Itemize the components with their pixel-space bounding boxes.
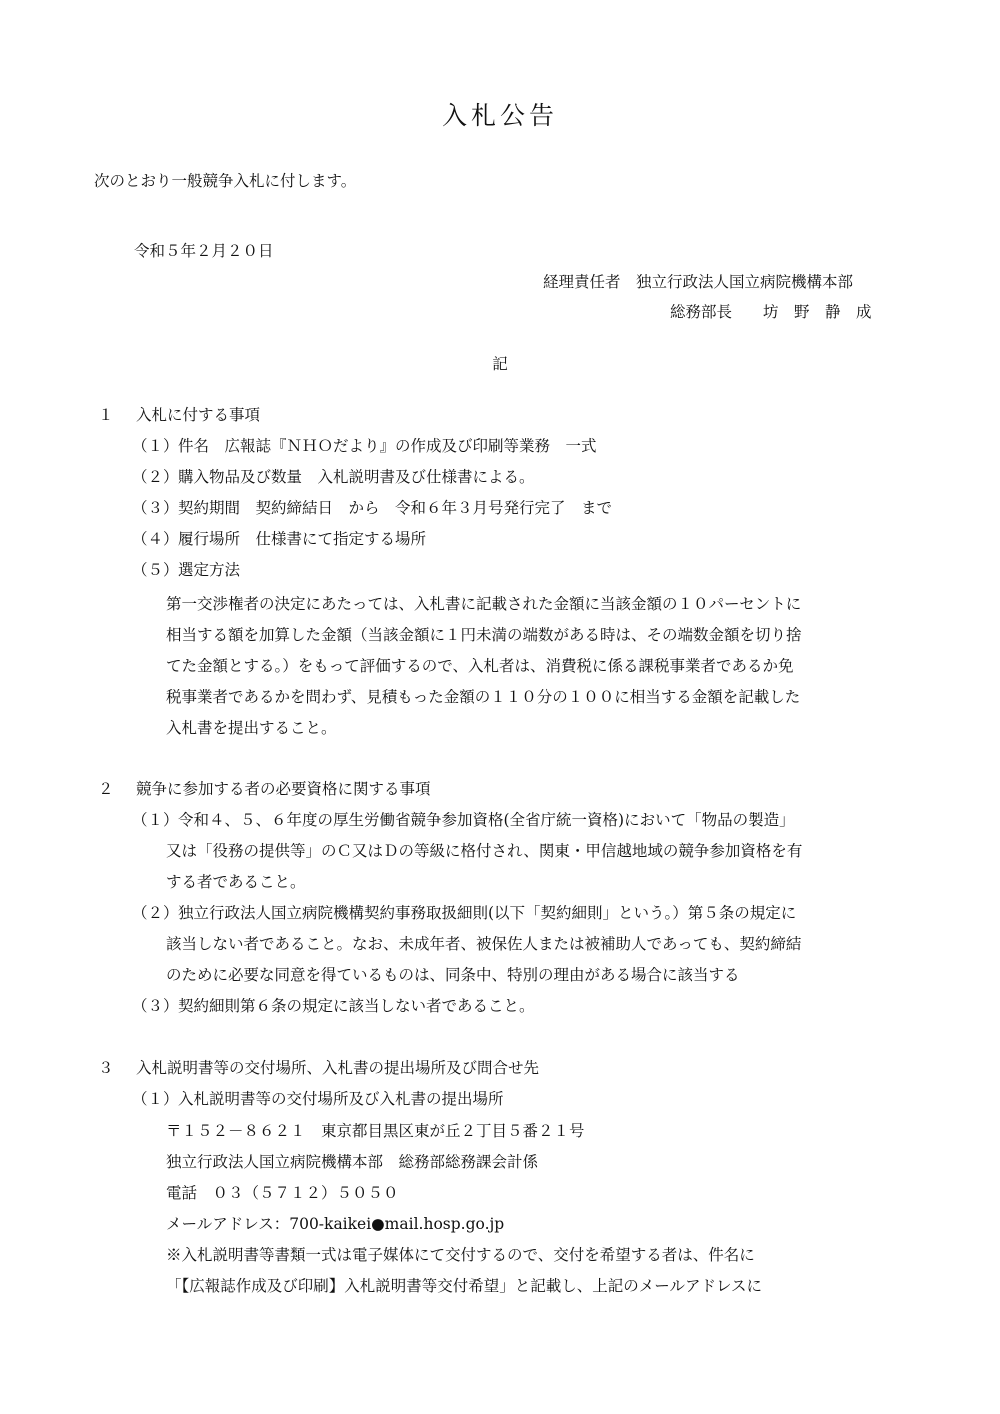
section1-heading <box>98 405 260 425</box>
item-number: （２） <box>132 468 179 486</box>
item-text: 購入物品及び数量 入札説明書及び仕様書による。 <box>178 468 535 486</box>
selection-paragraph-line: 第一交渉権者の決定にあたっては、入札書に記載された金額に当該金額の１０パーセントに <box>166 595 802 613</box>
section1-item-4 <box>132 529 426 549</box>
item-number: （２） <box>132 904 179 922</box>
section3-item-1 <box>132 1089 504 1109</box>
item-text: 契約期間 契約締結日 から 令和６年３月号発行完了 まで <box>178 499 613 517</box>
distribution-note-line: 「【広報誌作成及び印刷】入札説明書等交付希望」と記載し、上記のメールアドレスに <box>166 1277 762 1295</box>
selection-paragraph-line: てた金額とする。）をもって評価するので、入札者は、消費税に係る課税事業者であるか免 <box>166 657 794 675</box>
section1-number: １ <box>98 406 114 424</box>
section2-item-2 <box>132 903 796 923</box>
section2-heading <box>98 779 431 799</box>
section1-title: 入札に付する事項 <box>136 406 261 424</box>
section2-item-1-continuation: する者であること。 <box>166 873 306 891</box>
section1-item-2 <box>132 467 535 487</box>
section1-item-1 <box>132 436 597 456</box>
issuer-name: 総務部長 坊 野 静 成 <box>670 303 872 321</box>
item-number: （１） <box>132 1090 179 1108</box>
item-text: 選定方法 <box>178 561 241 579</box>
section1-item-3 <box>132 498 612 518</box>
section2-number: ２ <box>98 780 114 798</box>
item-text: 入札説明書等の交付場所及び入札書の提出場所 <box>178 1090 504 1108</box>
document-title: 入札公告 <box>441 101 558 130</box>
section2-item-1 <box>132 810 795 830</box>
section3-title: 入札説明書等の交付場所、入札書の提出場所及び問合せ先 <box>136 1059 540 1077</box>
item-text: 件名 広報誌『ＮＨＯだより』の作成及び印刷等業務 一式 <box>178 437 597 455</box>
section3-number: ３ <box>98 1059 114 1077</box>
section3-heading <box>98 1058 539 1078</box>
item-text: 独立行政法人国立病院機構契約事務取扱細則(以下「契約細則」という。）第５条の規定に <box>178 904 797 922</box>
item-number: （１） <box>132 811 179 829</box>
item-number: （１） <box>132 437 179 455</box>
item-text: 履行場所 仕様書にて指定する場所 <box>178 530 427 548</box>
intro-text: 次のとおり一般競争入札に付します。 <box>94 172 357 190</box>
section2-title: 競争に参加する者の必要資格に関する事項 <box>136 780 431 798</box>
item-number: （３） <box>132 997 179 1015</box>
item-number: （５） <box>132 561 179 579</box>
section1-item-5 <box>132 560 240 580</box>
email-address: メールアドレス：700-kaikei●mail.hosp.go.jp <box>166 1215 505 1233</box>
phone-number: 電話 ０３（５７１２）５０５０ <box>166 1184 399 1202</box>
department-name: 独立行政法人国立病院機構本部 総務部総務課会計係 <box>166 1153 539 1171</box>
section2-item-3 <box>132 996 535 1016</box>
notice-date: 令和５年２月２０日 <box>134 242 274 260</box>
issuer-role: 経理責任者 独立行政法人国立病院機構本部 <box>543 273 854 291</box>
postal-address: 〒１５２－８６２１ 東京都目黒区東が丘２丁目５番２１号 <box>166 1122 585 1140</box>
section2-item-2-continuation: 該当しない者であること。なお、未成年者、被保佐人または被補助人であっても、契約締結 <box>166 935 802 953</box>
item-number: （４） <box>132 530 179 548</box>
section2-item-1-continuation: 又は「役務の提供等」のＣ又はＤの等級に格付され、関東・甲信越地域の競争参加資格を有 <box>166 842 803 860</box>
distribution-note-line: ※入札説明書等書類一式は電子媒体にて交付するので、交付を希望する者は、件名に <box>166 1246 755 1264</box>
selection-paragraph-line: 税事業者であるかを問わず、見積もった金額の１１０分の１００に相当する金額を記載した <box>166 688 801 706</box>
selection-paragraph-line: 相当する額を加算した金額（当該金額に１円未満の端数がある時は、その端数金額を切り捨 <box>166 626 802 644</box>
ki-heading: 記 <box>492 355 508 373</box>
item-text: 令和４、５、６年度の厚生労働省競争参加資格(全省庁統一資格)において「物品の製造」 <box>178 811 795 829</box>
selection-paragraph-line: 入札書を提出すること。 <box>166 719 337 737</box>
item-text: 契約細則第６条の規定に該当しない者であること。 <box>178 997 535 1015</box>
section2-item-2-continuation: のために必要な同意を得ているものは、同条中、特別の理由がある場合に該当する <box>166 966 740 984</box>
item-number: （３） <box>132 499 179 517</box>
